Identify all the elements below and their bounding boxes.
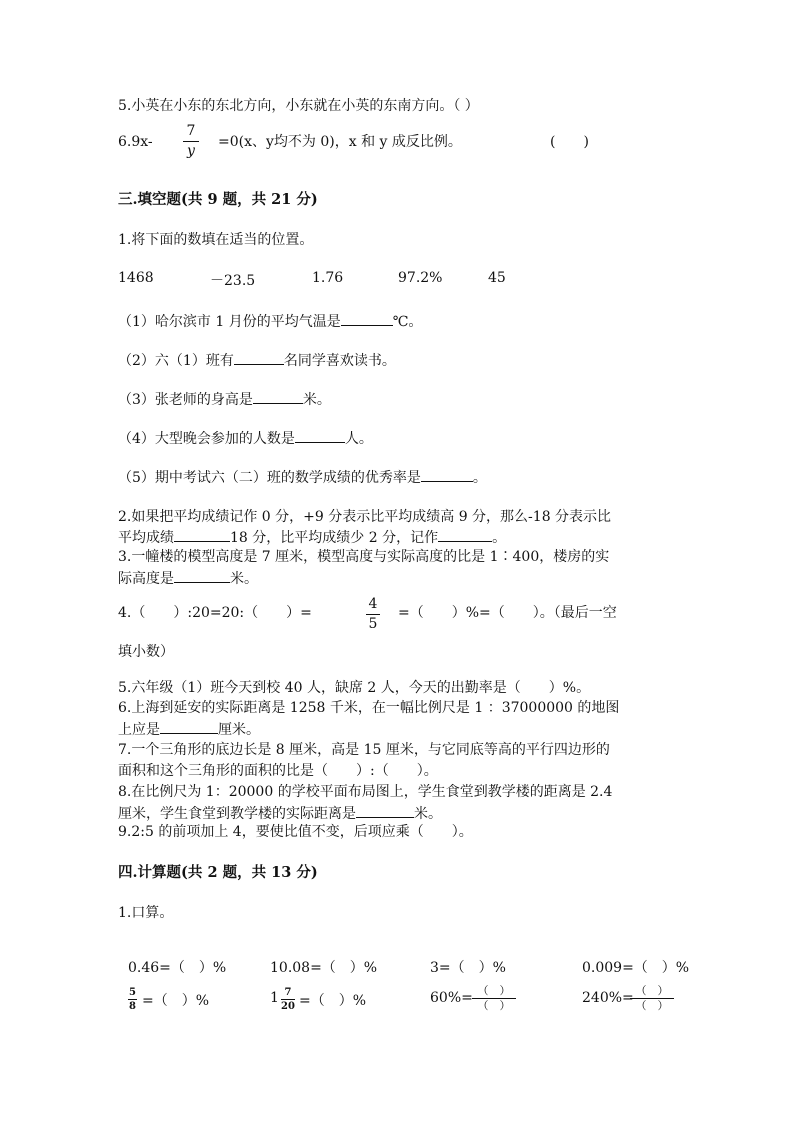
fill-q4-suffix: =（ ）%=（ ）。（最后一空 — [398, 605, 617, 621]
number-5: 45 — [488, 270, 506, 286]
q2-text-c: 。 — [492, 530, 507, 546]
fraction-numerator: 5 — [129, 987, 136, 998]
fraction-bar — [183, 141, 199, 142]
fill-q2-line1: 2.如果把平均成绩记作 0 分，+9 分表示比平均成绩高 9 分，那么-18 分表示比 — [118, 509, 612, 525]
judge-q5: 5.小英在小东的东北方向，小东就在小英的东南方向。（ ） — [118, 98, 479, 114]
fraction-bar — [366, 614, 380, 615]
fill-q4-line2: 填小数） — [118, 644, 174, 660]
fill-heading: 三.填空题(共 9 题，共 21 分) — [118, 191, 318, 208]
sub1-unit: ℃。 — [392, 314, 423, 330]
q3-unit: 米。 — [230, 571, 258, 587]
calc-frac-b — [281, 987, 295, 1012]
judge-q6-prefix: 6.9x- — [118, 134, 153, 150]
fill-q2-line2 — [118, 527, 506, 547]
calc-item-5: =（ ）% — [142, 993, 210, 1009]
fill-q9: 9.2:5 的前项加上 4，要使比值不变，后项应乘（ ）。 — [118, 824, 473, 840]
calc-frac-c — [472, 985, 516, 1012]
calc-item-8-prefix: 240%= — [582, 990, 634, 1006]
calc-q1: 1.口算。 — [118, 905, 174, 921]
answer-blank[interactable] — [234, 350, 284, 365]
fill-q3-line2 — [118, 568, 258, 588]
answer-blank[interactable] — [295, 428, 345, 443]
calc-item-6: =（ ）% — [299, 993, 367, 1009]
fraction-numerator: （ ） — [635, 984, 669, 997]
q3-text-a: 际高度是 — [118, 571, 174, 587]
sub2-text: （2）六（1）班有 — [118, 353, 234, 369]
fill-q7-line2: 面积和这个三角形的面积的比是（ ）:（ ）。 — [118, 763, 438, 779]
fill-sub2 — [118, 350, 396, 370]
fraction-denominator: y — [187, 143, 195, 159]
fill-q8-line2 — [118, 803, 442, 823]
sub4-unit: 人。 — [344, 431, 373, 447]
answer-blank[interactable] — [253, 389, 303, 404]
q8-text-a: 厘米，学生食堂到教学楼的实际距离是 — [118, 806, 356, 822]
fill-q8-line1: 8.在比例尺为 1：20000 的学校平面布局图上，学生食堂到教学楼的距离是 2.4 — [118, 784, 613, 800]
calc-item-3: 3=（ ）% — [430, 960, 506, 976]
answer-blank[interactable] — [356, 803, 414, 818]
fill-q1: 1.将下面的数填在适当的位置。 — [118, 232, 314, 248]
fill-sub1 — [118, 311, 422, 331]
sub1-text: （1）哈尔滨市 1 月份的平均气温是 — [118, 314, 341, 330]
calc-mixed-whole: 1 — [270, 990, 279, 1006]
sub5-text: （5）期中考试六（二）班的数学成绩的优秀率是 — [118, 470, 421, 486]
calc-item-2: 10.08=（ ）% — [270, 960, 378, 976]
calc-item-7-prefix: 60%= — [430, 990, 473, 1006]
q2-text-a: 平均成绩 — [118, 530, 174, 546]
judge-q6-text: =0(x、y均不为 0)，x 和 y 成反比例。 — [218, 134, 462, 150]
answer-blank[interactable] — [174, 527, 230, 542]
fill-q5: 5.六年级（1）班今天到校 40 人，缺席 2 人，今天的出勤率是（ ）%。 — [118, 680, 591, 696]
sub3-text: （3）张老师的身高是 — [118, 392, 253, 408]
sub5-tail: 。 — [472, 470, 487, 486]
fill-sub4 — [118, 428, 373, 448]
answer-blank[interactable] — [421, 467, 473, 482]
sub3-unit: 米。 — [302, 392, 331, 408]
fraction-denominator: 5 — [368, 616, 378, 632]
calc-frac-d — [630, 985, 674, 1012]
fraction-numerator: （ ） — [477, 984, 511, 997]
answer-blank[interactable] — [174, 568, 230, 583]
q8-unit: 米。 — [414, 806, 442, 822]
fill-sub5 — [118, 467, 487, 487]
q6-unit: 厘米。 — [218, 722, 260, 738]
calc-heading: 四.计算题(共 2 题，共 13 分) — [118, 864, 318, 881]
fraction-denominator: 8 — [129, 1001, 136, 1012]
sub4-text: （4）大型晚会参加的人数是 — [118, 431, 295, 447]
q6-text-a: 上应是 — [118, 722, 160, 738]
fill-q6-line1: 6.上海到延安的实际距离是 1258 千米，在一幅比例尺是 1 ：37000000 的地图 — [118, 700, 620, 716]
calc-item-4: 0.009=（ ）% — [582, 960, 690, 976]
fraction-denominator: （ ） — [635, 999, 669, 1012]
calc-frac-a — [128, 987, 137, 1012]
fraction-denominator: 20 — [281, 1001, 295, 1012]
sub2-tail: 名同学喜欢读书。 — [283, 353, 396, 369]
answer-blank[interactable] — [341, 311, 393, 326]
fill-q4-prefix: 4.（ ）:20=20:（ ）= — [118, 605, 312, 621]
q2-text-b: 18 分，比平均成绩少 2 分，记作 — [230, 530, 439, 546]
number-3: 1.76 — [312, 270, 344, 286]
fill-q7-line1: 7.一个三角形的底边长是 8 厘米，高是 15 厘米，与它同底等高的平行四边形的 — [118, 742, 610, 758]
fraction-numerator: 4 — [368, 596, 378, 612]
number-1: 1468 — [118, 270, 154, 286]
fraction-numerator: 7 — [186, 123, 196, 139]
answer-blank[interactable] — [438, 527, 492, 542]
judge-q6-paren: ( ) — [550, 134, 589, 150]
fill-q3-line1: 3.一幢楼的模型高度是 7 厘米，模型高度与实际高度的比是 1∶400，楼房的实 — [118, 549, 610, 565]
fraction-bar — [281, 999, 295, 1000]
fill-q6-line2 — [118, 719, 260, 739]
fraction-bar — [128, 999, 137, 1000]
fraction-denominator: （ ） — [477, 999, 511, 1012]
fill-sub3 — [118, 389, 331, 409]
calc-item-1: 0.46=（ ）% — [128, 960, 227, 976]
number-2: －23.5 — [210, 273, 256, 289]
fill-q4-fraction — [366, 597, 380, 632]
answer-blank[interactable] — [160, 719, 218, 734]
fraction-numerator: 7 — [284, 987, 292, 998]
number-4: 97.2% — [398, 270, 443, 286]
judge-q6-fraction — [183, 124, 199, 159]
